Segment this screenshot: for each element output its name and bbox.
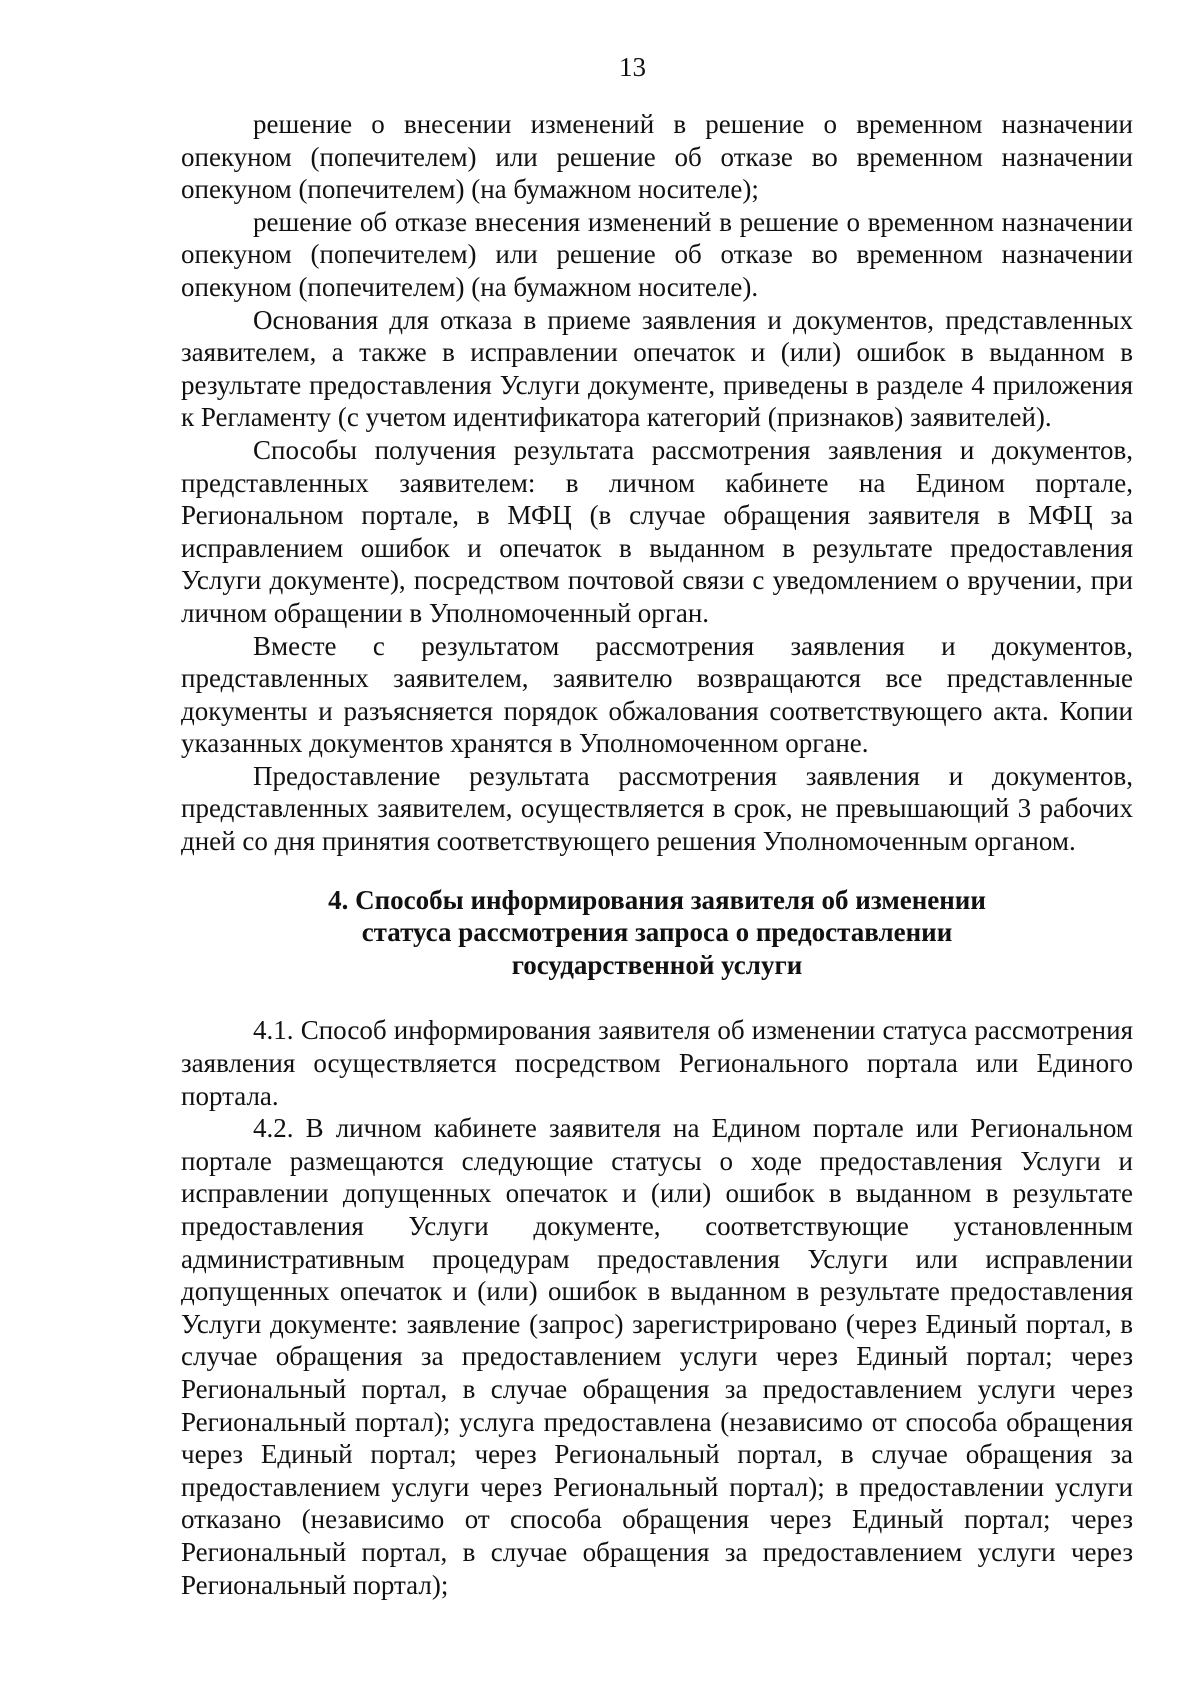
paragraph: 4.1. Способ информирования заявителя об изменении статуса рассмотрения заявления осуществляется посредством Регионального портала или Единого портала. <box>181 1015 1133 1111</box>
paragraph: 4.2. В личном кабинете заявителя на Едином портале или Региональном портале размещаются следующие статусы о ходе предоставления Услуги и исправлении допущенных опечаток и (или) ошибок в выданном в результате предоставления Услуги документе, соответствующие установленным административным процедурам предоставления Услуги или исправлении допущенных опечаток и (или) ошибок в выданном в результате предоставления Услуги документе: заявление (запрос) зарегистрировано (через Единый портал, в случае обращения за предоставлением услуги через Единый портал; через Региональный портал, в случае обращения за предоставлением услуги через Региональный портал); услуга предоставлена (независимо от способа обращения через Единый портал; через Региональный портал, в случае обращения за предоставлением услуги через Региональный портал); в предоставлении услуги отказано (независимо от способа обращения через Единый портал; через Региональный портал, в случае обращения за предоставлением услуги через Региональный портал); <box>181 1113 1133 1600</box>
page-number: 13 <box>619 52 646 82</box>
paragraph: Предоставление результата рассмотрения заявления и документов, представленных заявителем, осуществляется в срок, не превышающий 3 рабочих дней со дня принятия соответствующего решения Уполномоченным органом. <box>181 760 1133 857</box>
section-heading-line: государственной услуги <box>511 949 803 980</box>
paragraph: Основания для отказа в приеме заявления и документов, представленных заявителем, а также в исправлении опечаток и (или) ошибок в выданном в результате предоставления Услуги документе, приведены в разделе 4 приложения к Регламенту (с учетом идентификатора категорий (признаков) заявителей). <box>181 304 1133 433</box>
paragraph: Способы получения результата рассмотрения заявления и документов, представленных заявителем: в личном кабинете на Едином портале, Региональном портале, в МФЦ (в случае обращения заявителя в МФЦ за исправлением ошибок и опечаток в выданном в результате предоставления Услуги документе), посредством почтовой связи с уведомлением о вручении, при личном обращении в Уполномоченный орган. <box>181 434 1133 628</box>
document-body <box>181 108 1133 1601</box>
section-heading-line: 4. Способы информирования заявителя об изменении <box>328 884 986 915</box>
paragraph: решение о внесении изменений в решение о временном назначении опекуном (попечителем) или решение об отказе во временном назначении опекуном (попечителем) (на бумажном носителе); <box>181 109 1133 205</box>
paragraph: Вместе с результатом рассмотрения заявления и документов, представленных заявителем, заявителю возвращаются все представленные документы и разъясняется порядок обжалования соответствующего акта. Копии указанных документов хранятся в Уполномоченном органе. <box>181 630 1133 759</box>
paragraph: решение об отказе внесения изменений в решение о временном назначении опекуном (попечителем) или решение об отказе во временном назначении опекуном (попечителем) (на бумажном носителе). <box>181 206 1133 302</box>
section-heading <box>181 884 1133 982</box>
section-heading-line: статуса рассмотрения запроса о предоставлении <box>361 917 953 948</box>
